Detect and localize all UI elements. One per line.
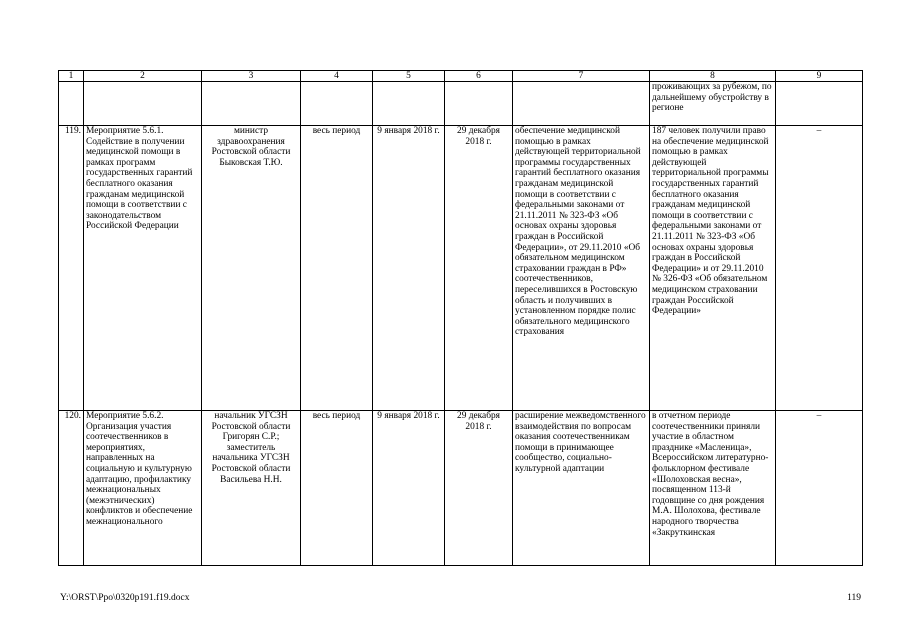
row-number-cell [59, 82, 84, 126]
page-number: 119 [847, 593, 861, 603]
start-date-cell [373, 82, 445, 126]
table-row [59, 82, 863, 126]
header-cell: 2 [84, 71, 202, 82]
header-cell: 1 [59, 71, 84, 82]
note-cell [776, 82, 863, 126]
table-row [59, 411, 863, 566]
expected-result-cell: расширение межведомственного взаимодействия по вопросам оказания соотечественникам помощи в принимающее сообщество, социально-культурной адаптации [513, 411, 650, 566]
header-cell: 9 [776, 71, 863, 82]
end-date-cell [445, 82, 513, 126]
event-cell [84, 82, 202, 126]
program-table [58, 70, 863, 566]
start-date-cell: 9 января 2018 г. [373, 126, 445, 411]
header-row [59, 71, 863, 82]
end-date-cell: 29 декабря 2018 г. [445, 126, 513, 411]
expected-result-cell: обеспечение медицинской помощью в рамках действующей территориальной программы государственных гарантий бесплатного оказания гражданам медицинской помощи в соответствии с федеральными законами от 21.11.2011 № 323-ФЗ «Об основах охраны здоровья граждан в Российской Федерации», от 29.11.2010 «Об обязательном медицинском страховании граждан в РФ» соотечественников, переселившихся в Ростовскую область и получивших в установленном порядке полис обязательного медицинского страхования [513, 126, 650, 411]
row-number-cell: 120. [59, 411, 84, 566]
header-cell: 4 [301, 71, 373, 82]
header-cell: 5 [373, 71, 445, 82]
actual-result-cell: в отчетном периоде соотечественники приняли участие в областном празднике «Масленица», Всероссийском литературно-фольклорном фестивале «Шолоховская весна», посвященном 113-й годовщине со дня рождения М.А. Шолохова, фестивале народного творчества «Закруткинская [650, 411, 776, 566]
start-date-cell: 9 января 2018 г. [373, 411, 445, 566]
responsible-cell [202, 82, 301, 126]
period-cell [301, 82, 373, 126]
actual-result-cell: проживающих за рубежом, по дальнейшему обустройству в регионе [650, 82, 776, 126]
period-cell: весь период [301, 126, 373, 411]
header-cell: 8 [650, 71, 776, 82]
responsible-cell: министр здравоохранения Ростовской области Быковская Т.Ю. [202, 126, 301, 411]
period-cell: весь период [301, 411, 373, 566]
note-cell: – [776, 126, 863, 411]
header-cell: 3 [202, 71, 301, 82]
header-cell: 7 [513, 71, 650, 82]
actual-result-cell: 187 человек получили право на обеспечение медицинской помощью в рамках действующей территориальной программы государственных гарантий бесплатного оказания гражданам медицинской помощи в соответствии с федеральными законами от 21.11.2011 № 323-ФЗ «Об основах охраны здоровья граждан в Российской Федерации» и от 29.11.2010 № 326-ФЗ «Об обязательном медицинском страховании граждан Российской Федерации» [650, 126, 776, 411]
expected-result-cell [513, 82, 650, 126]
file-path: Y:\ORST\Ppo\0320p191.f19.docx [60, 593, 190, 603]
event-cell: Мероприятие 5.6.1. Содействие в получении медицинской помощи в рамках программ государственных гарантий бесплатного оказания гражданам медицинской помощи в соответствии с законодательством Российской Федерации [84, 126, 202, 411]
row-number-cell: 119. [59, 126, 84, 411]
responsible-cell: начальник УГСЗН Ростовской области Григорян С.Р.; заместитель начальника УГСЗН Ростовской области Васильева Н.Н. [202, 411, 301, 566]
header-cell: 6 [445, 71, 513, 82]
end-date-cell: 29 декабря 2018 г. [445, 411, 513, 566]
event-cell: Мероприятие 5.6.2. Организация участия соотечественников в мероприятиях, направленных на социальную и культурную адаптацию, профилактику межнациональных (межэтнических) конфликтов и обеспечение межнационального [84, 411, 202, 566]
note-cell: – [776, 411, 863, 566]
table-row [59, 126, 863, 411]
